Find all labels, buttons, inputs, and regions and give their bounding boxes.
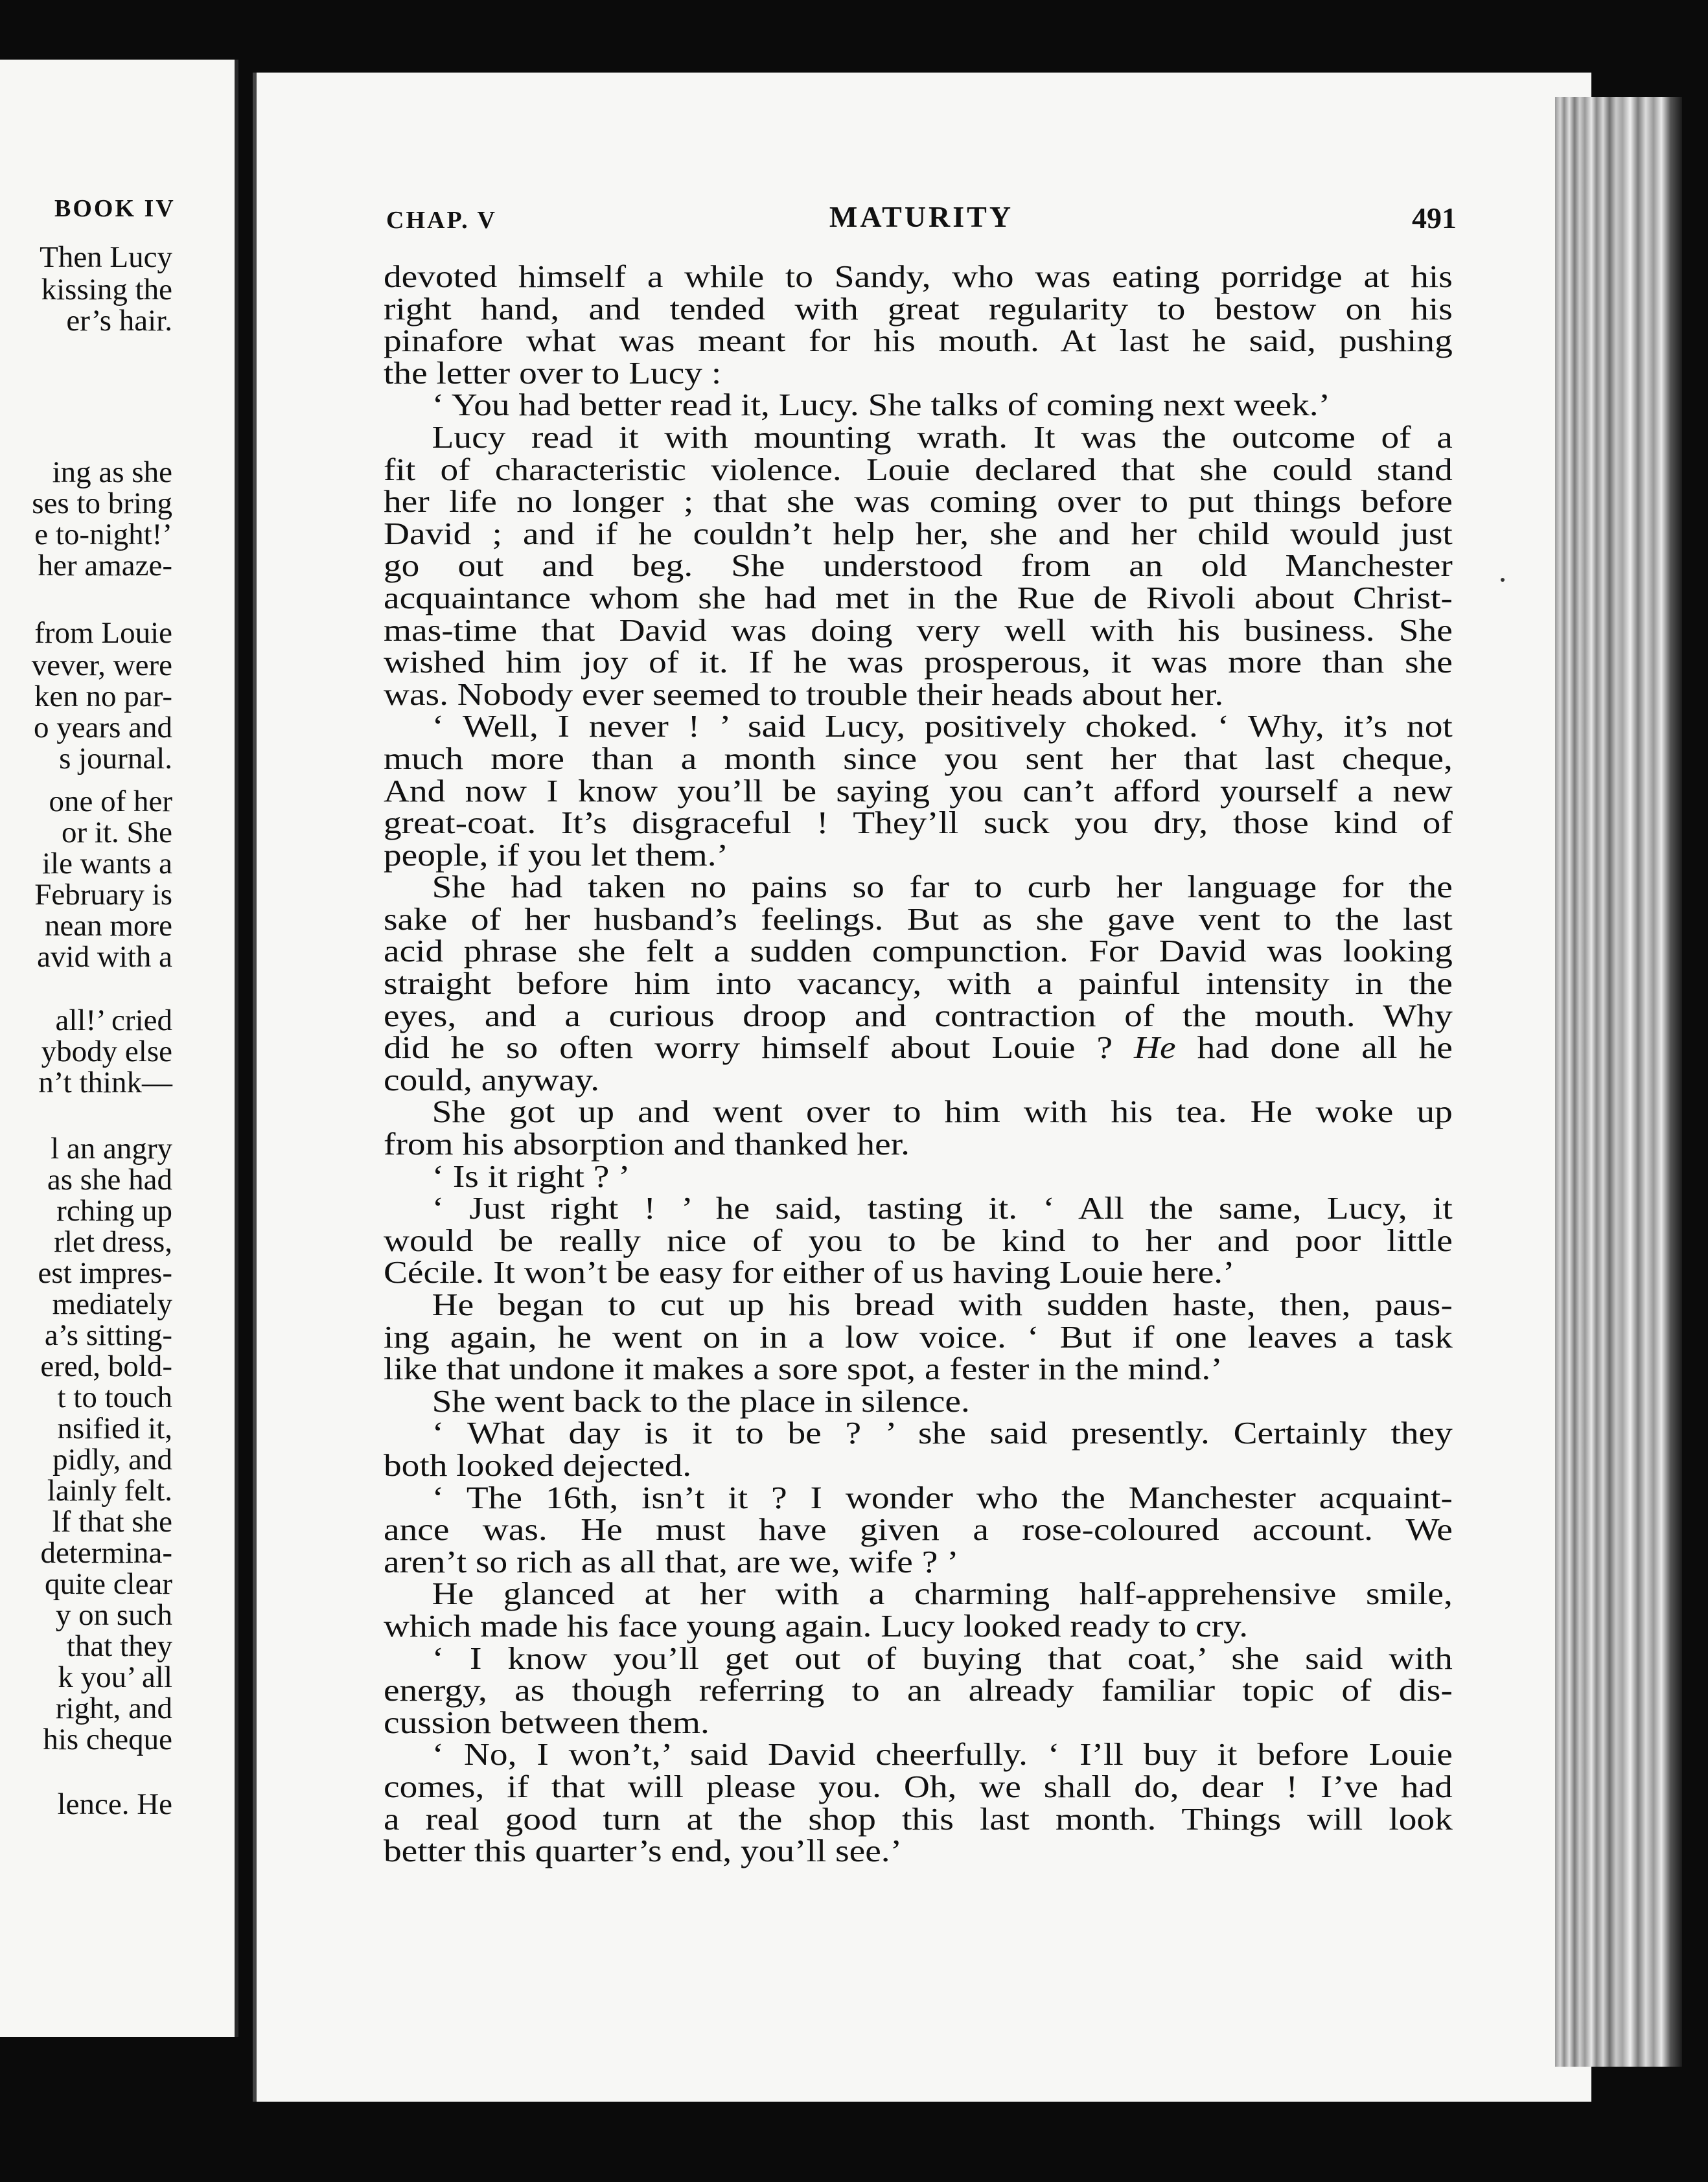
page-number: 491 <box>1412 201 1457 235</box>
text-line: ‘ I know you’ll get out of buying that coat,’ she said with <box>432 1640 1453 1676</box>
text-line: devoted himself a while to Sandy, who was eating porridge at his <box>384 258 1453 294</box>
facing-page-line: e to-night!’ <box>34 518 172 551</box>
text-line: much more than a month since you sent her that last cheque, <box>384 740 1453 776</box>
text-line: a real good turn at the shop this last month. Things will look <box>384 1800 1453 1837</box>
facing-page-line: a’s sitting- <box>44 1318 172 1352</box>
text-line: her life no longer ; that she was coming over to put things before <box>384 483 1453 520</box>
facing-page-line: pidly, and <box>52 1443 172 1476</box>
facing-page-line: nean more <box>44 909 172 943</box>
text-line: great-coat. It’s disgraceful ! They’ll suck you dry, those kind of <box>384 805 1453 841</box>
facing-page-line: er’s hair. <box>66 304 172 338</box>
text-line: eyes, and a curious droop and contraction of the mouth. Why <box>384 997 1453 1033</box>
text-line: She went back to the place in silence. <box>432 1383 970 1419</box>
running-header <box>386 198 1457 237</box>
facing-page-line: his cheque <box>43 1723 172 1756</box>
text-line: mas-time that David was doing very well with his business. She <box>384 612 1453 648</box>
text-line: ‘ What day is it to be ? ’ she said presently. Certainly they <box>432 1415 1453 1451</box>
text-line: would be really nice of you to be kind to her and poor little <box>384 1222 1453 1258</box>
facing-page-line: nsified it, <box>57 1412 172 1445</box>
facing-page-line: all!’ cried <box>55 1004 172 1037</box>
text-line: aren’t so rich as all that, are we, wife ? ’ <box>384 1543 959 1579</box>
text-line: like that undone it makes a sore spot, a fester in the mind.’ <box>384 1351 1223 1387</box>
facing-page-line: from Louie <box>34 616 172 650</box>
running-title: MATURITY <box>829 200 1014 233</box>
text-line: acid phrase she felt a sudden compunction. For David was looking <box>384 933 1453 969</box>
text-line: ‘ Just right ! ’ he said, tasting it. ‘ All the same, Lucy, it <box>432 1190 1453 1226</box>
text-line: energy, as though referring to an already familiar topic of dis- <box>384 1672 1453 1708</box>
chapter-label: CHAP. V <box>386 207 497 234</box>
text-line: did he so often worry himself about Louie ? He had done all he <box>384 1029 1453 1066</box>
facing-page-line: lainly felt. <box>47 1474 172 1508</box>
facing-page-line: one of her <box>49 785 172 818</box>
text-line: David ; and if he couldn’t help her, she and her child would just <box>384 515 1453 551</box>
text-line: And now I know you’ll be saying you can’t afford yourself a new <box>384 772 1453 809</box>
book-page <box>253 73 1591 2102</box>
facing-page-line: determina- <box>40 1536 172 1570</box>
facing-page-line: o years and <box>33 711 172 744</box>
facing-page-line: rching up <box>56 1194 172 1228</box>
text-line: both looked dejected. <box>384 1447 692 1483</box>
text-line: could, anyway. <box>384 1061 600 1097</box>
facing-page-line: that they <box>66 1629 172 1663</box>
page-edges <box>1555 97 1682 2067</box>
facing-page-header: BOOK IV <box>54 195 176 222</box>
text-line: ance was. He must have given a rose-coloured account. We <box>384 1511 1453 1548</box>
text-line: people, if you let them.’ <box>384 836 729 873</box>
facing-page-line: her amaze- <box>38 549 172 582</box>
facing-page-line: s journal. <box>59 742 172 775</box>
facing-page-line: kissing the <box>41 273 172 306</box>
facing-page-line: ered, bold- <box>40 1349 172 1383</box>
text-line: ‘ The 16th, isn’t it ? I wonder who the Manchester acquaint- <box>432 1479 1453 1515</box>
text-line: ‘ No, I won’t,’ said David cheerfully. ‘ I’ll buy it before Louie <box>432 1736 1453 1773</box>
facing-page-line: y on such <box>55 1598 172 1632</box>
facing-page-line: k you’ all <box>58 1660 172 1694</box>
text-line: comes, if that will please you. Oh, we shall do, dear ! I’ve had <box>384 1768 1453 1804</box>
facing-page-line: February is <box>34 878 172 912</box>
facing-page-line: avid with a <box>37 940 172 974</box>
text-line: He began to cut up his bread with sudden haste, then, paus- <box>432 1287 1453 1322</box>
text-line: cussion between them. <box>384 1704 710 1740</box>
text-line: straight before him into vacancy, with a painful intensity in the <box>384 965 1453 1002</box>
text-line: fit of characteristic violence. Louie declared that she could stand <box>384 451 1453 487</box>
text-line: ‘ You had better read it, Lucy. She talks of coming next week.’ <box>432 387 1331 423</box>
text-line: She had taken no pains so far to curb her language for the <box>432 869 1453 905</box>
facing-page-line: ses to bring <box>32 487 172 520</box>
text-line: Lucy read it with mounting wrath. It was the outcome of a <box>432 419 1453 455</box>
facing-page-line: as she had <box>47 1163 172 1197</box>
text-line: from his absorption and thanked her. <box>384 1126 910 1162</box>
facing-page-line: l an angry <box>51 1132 172 1166</box>
facing-page-line: est impres- <box>38 1256 172 1290</box>
text-line: the letter over to Lucy : <box>384 354 722 391</box>
text-line: Cécile. It won’t be easy for either of us having Louie here.’ <box>384 1254 1235 1291</box>
text-line: ‘ Is it right ? ’ <box>432 1158 630 1194</box>
facing-page-line: vever, were <box>31 649 172 682</box>
facing-page-line: rlet dress, <box>54 1225 172 1259</box>
facing-page-line: or it. She <box>61 816 172 849</box>
text-line: ‘ Well, I never ! ’ said Lucy, positively choked. ‘ Why, it’s not <box>432 708 1453 744</box>
text-line: ing again, he went on in a low voice. ‘ But if one leaves a task <box>384 1318 1453 1355</box>
body-text <box>384 260 1453 1867</box>
text-line: sake of her husband’s feelings. But as she gave vent to the last <box>384 901 1453 937</box>
text-line: better this quarter’s end, you’ll see.’ <box>384 1833 903 1869</box>
text-line: She got up and went over to him with his tea. He woke up <box>432 1094 1453 1130</box>
facing-page-line: n’t think— <box>38 1066 172 1099</box>
text-line: wished him joy of it. If he was prosperous, it was more than she <box>384 644 1453 680</box>
text-line: which made his face young again. Lucy looked ready to cry. <box>384 1607 1249 1644</box>
facing-page-line: quite clear <box>44 1567 172 1601</box>
text-line: He glanced at her with a charming half-apprehensive smile, <box>432 1576 1453 1612</box>
facing-page-line: t to touch <box>57 1381 172 1414</box>
facing-page-line: right, and <box>55 1692 172 1725</box>
facing-page-line: mediately <box>52 1287 172 1321</box>
facing-page-line: ing as she <box>52 455 172 489</box>
text-line: right hand, and tended with great regularity to bestow on his <box>384 290 1453 327</box>
emphasis: He <box>1134 1029 1176 1066</box>
text-line: was. Nobody ever seemed to trouble their heads about her. <box>384 676 1224 712</box>
facing-page-line: lence. He <box>57 1787 172 1821</box>
text-line: go out and beg. She understood from an old Manchester <box>384 547 1453 584</box>
facing-page <box>0 60 238 2037</box>
facing-page-line: ybody else <box>41 1035 172 1068</box>
facing-page-line: lf that she <box>52 1505 172 1539</box>
paper-speck <box>1501 578 1505 582</box>
facing-page-line: ile wants a <box>42 847 172 880</box>
facing-page-line: ken no par- <box>34 680 172 713</box>
text-line: acquaintance whom she had met in the Rue de Rivoli about Christ- <box>384 579 1453 615</box>
text-line: pinafore what was meant for his mouth. At last he said, pushing <box>384 323 1453 359</box>
facing-page-line: Then Lucy <box>40 240 172 274</box>
